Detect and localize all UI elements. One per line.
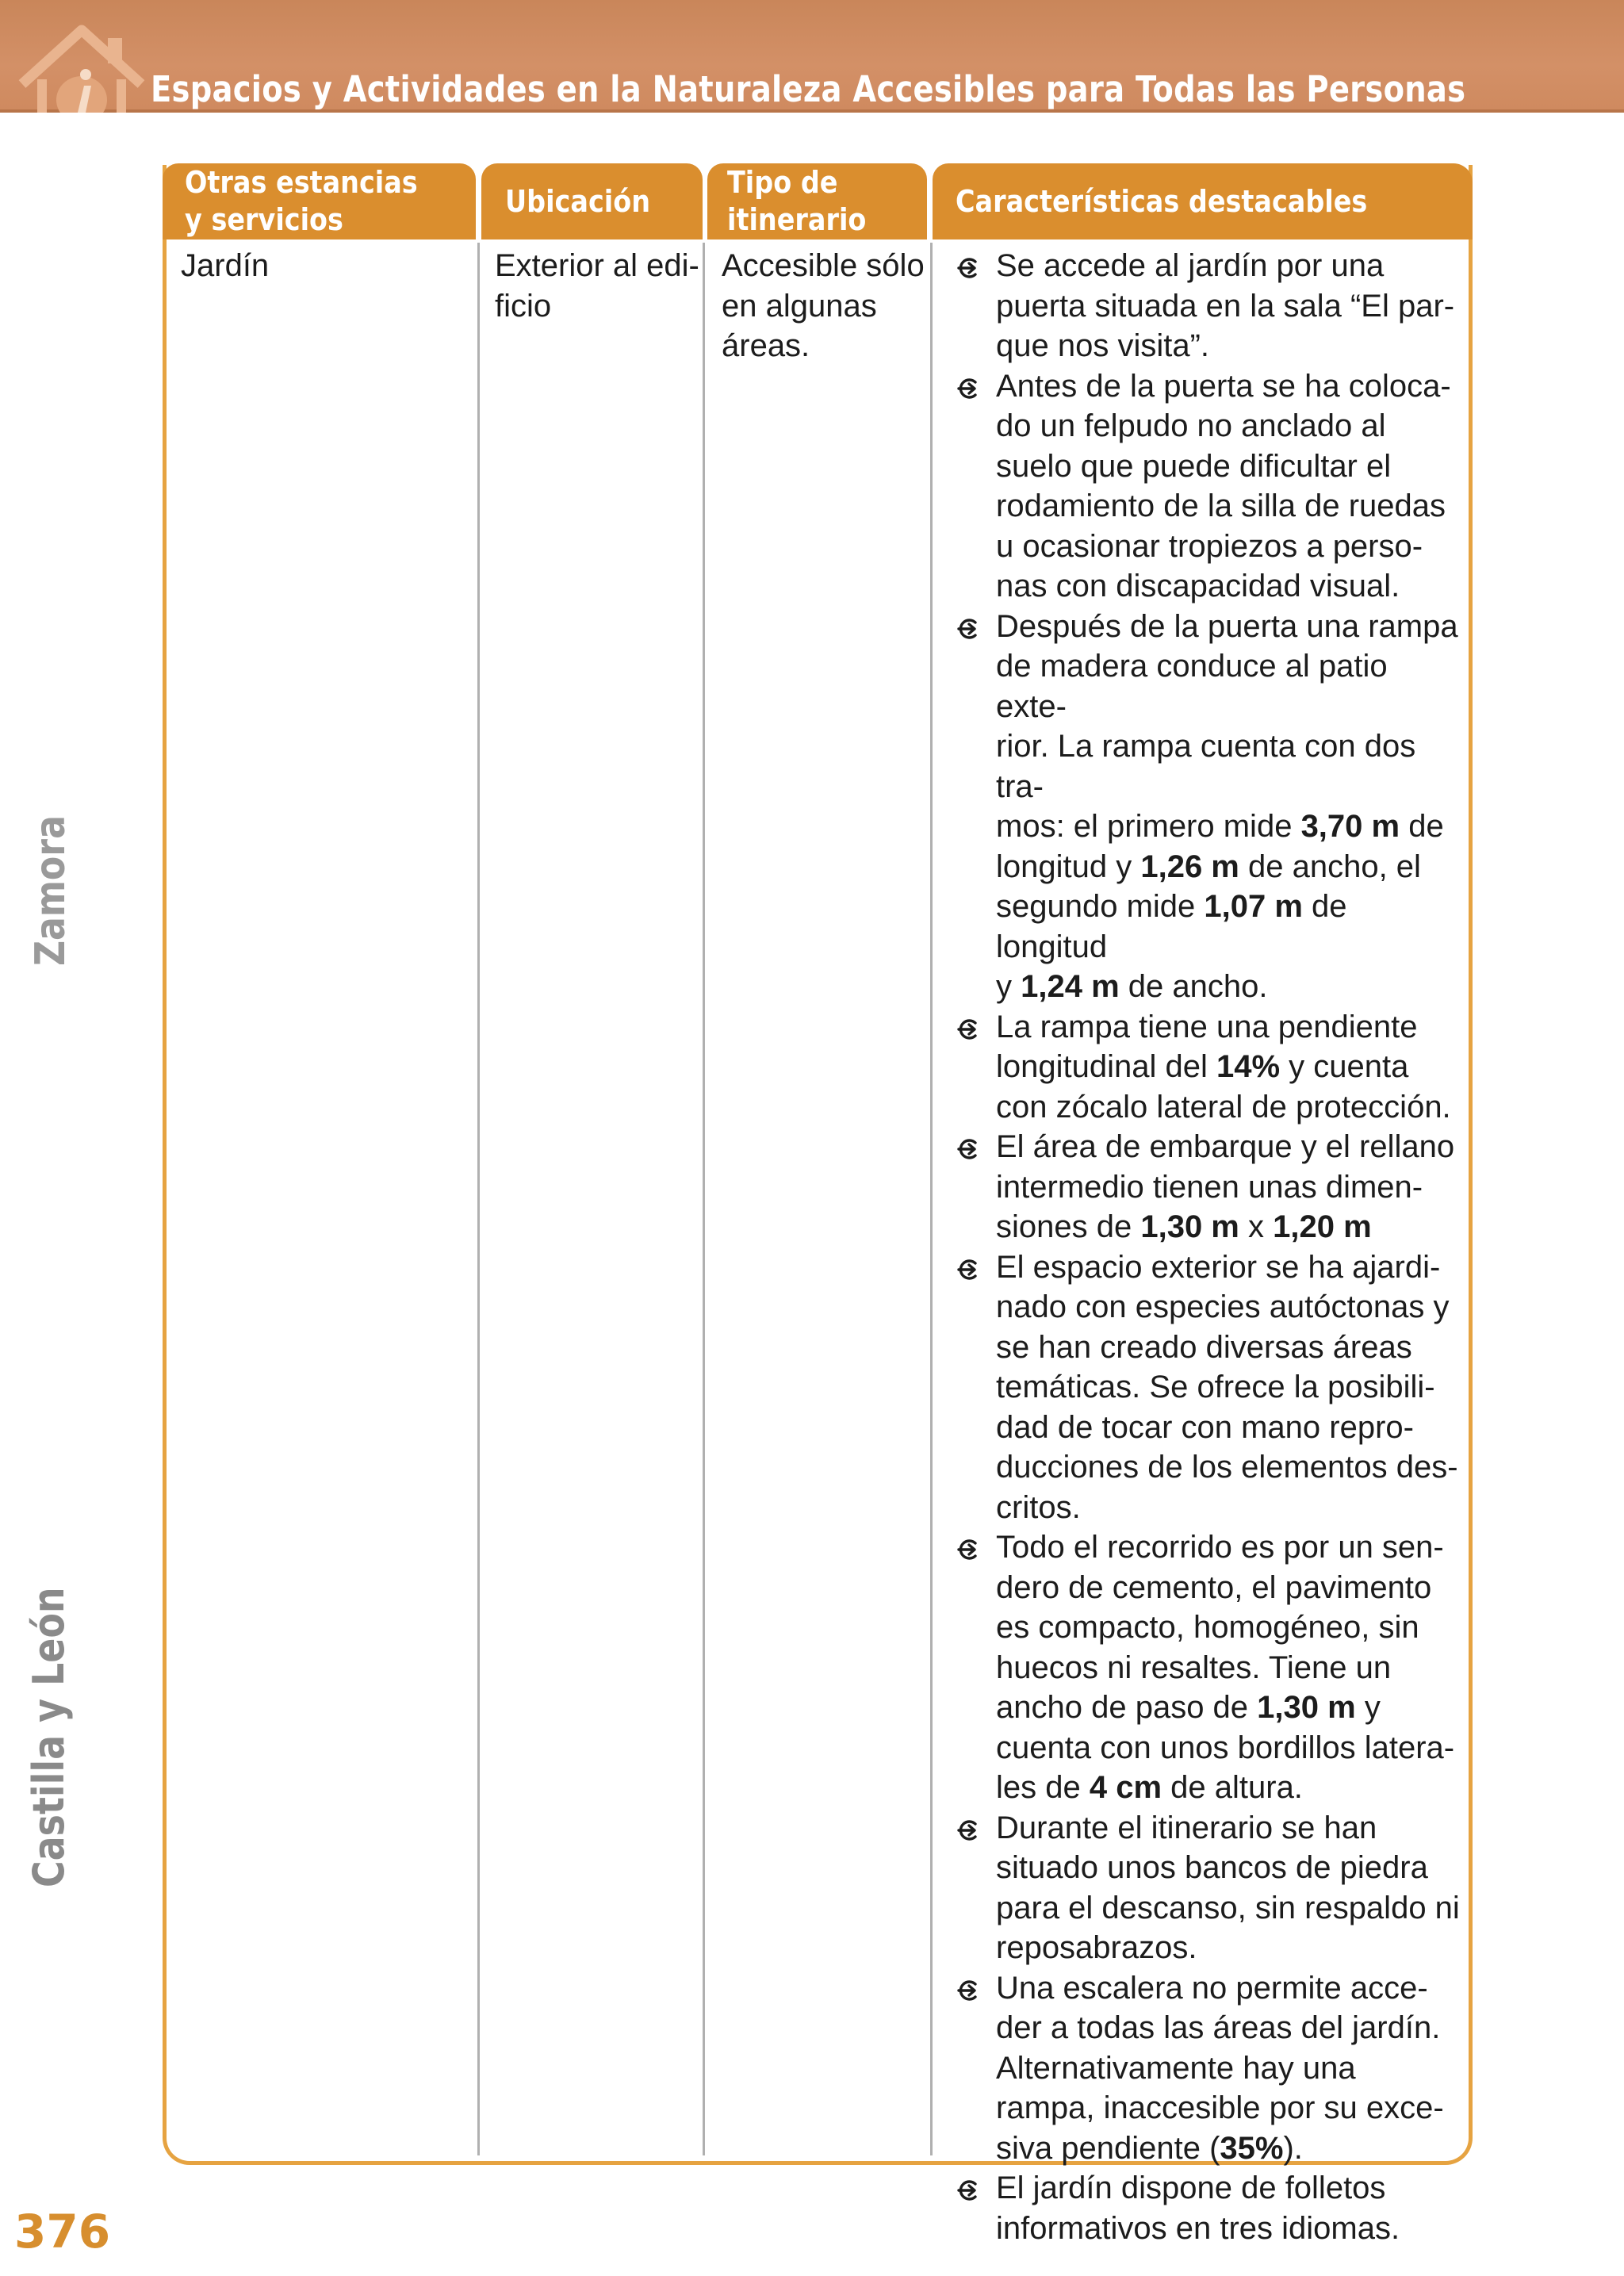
page-title: Espacios y Actividades en la Naturaleza Accesibles para Todas las Personas (151, 68, 1466, 110)
column-header-label: Otras estancias y servicios (185, 165, 418, 237)
cell-tipo-itinerario: Accesible sólo en algunas áreas. (722, 248, 925, 363)
list-item (955, 1247, 1462, 1528)
column-header-label: Tipo de itinerario (727, 165, 867, 237)
arrow-bullet-icon (955, 1007, 996, 1040)
column-header-tipo-itinerario (707, 163, 927, 239)
list-item-text: Una escalera no permite acce- der a todas las áreas del jardín. Alternativamente hay una rampa, inaccesible por su exce- siva pendiente (35%). (996, 1970, 1444, 2166)
arrow-bullet-icon (955, 1968, 996, 2001)
list-item (955, 1127, 1462, 1247)
column-header-label: Ubicación (505, 183, 651, 219)
list-item (955, 1808, 1462, 1968)
arrow-bullet-icon (955, 1127, 996, 1159)
list-item-text: El espacio exterior se ha ajardi- nado con especies autóctonas y se han creado diversas áreas temáticas. Se ofrece la posibili- dad de tocar con mano repro- ducciones de los elementos des- critos. (996, 1249, 1458, 1525)
list-item (955, 1527, 1462, 1808)
list-item-text: El área de embarque y el rellano intermedio tienen unas dimen- siones de 1,30 m x 1,20 m (996, 1129, 1455, 1244)
arrow-bullet-icon (955, 1808, 996, 1841)
list-item-text: Se accede al jardín por una puerta situada en la sala “El par- que nos visita”. (996, 248, 1455, 363)
column-header-ubicacion (481, 163, 703, 239)
cell-estancia: Jardín (181, 248, 270, 283)
list-item (955, 246, 1462, 366)
column-header-caracteristicas (933, 163, 1473, 239)
list-item (955, 607, 1462, 1007)
arrow-bullet-icon (955, 607, 996, 639)
list-item (955, 366, 1462, 607)
list-item-text: La rampa tiene una pendiente longitudinal del 14% y cuenta con zócalo lateral de protección. (996, 1009, 1451, 1125)
house-info-logo-icon (14, 22, 149, 113)
arrow-bullet-icon (955, 366, 996, 399)
list-item-text: Durante el itinerario se han situado unos bancos de piedra para el descanso, sin respaldo ni reposabrazos. (996, 1810, 1460, 1965)
column-divider (930, 243, 933, 2155)
arrow-bullet-icon (955, 246, 996, 278)
list-item-text: El jardín dispone de folletos informativos en tres idiomas. (996, 2171, 1400, 2246)
list-item (955, 1007, 1462, 1128)
column-divider (477, 243, 480, 2155)
cell-ubicacion: Exterior al edi- ficio (495, 248, 699, 324)
side-community-label: Castilla y León (24, 1587, 74, 1887)
list-item (955, 2168, 1462, 2248)
arrow-bullet-icon (955, 1527, 996, 1560)
arrow-bullet-icon (955, 2168, 996, 2201)
list-item-text: Todo el recorrido es por un sen- dero de cemento, el pavimento es compacto, homogéneo, sin huecos ni resaltes. Tiene un ancho de paso de 1,30 m y cuenta con unos bordillos latera- les de 4 cm de altura. (996, 1530, 1455, 1805)
column-header-label: Características destacables (956, 183, 1368, 219)
arrow-bullet-icon (955, 1247, 996, 1280)
list-item-text: Antes de la puerta se ha coloca- do un felpudo no anclado al suelo que puede dificultar el rodamiento de la silla de ruedas u ocasionar tropiezos a perso- nas con discapacidad visual. (996, 368, 1451, 603)
caracteristicas-list (955, 246, 1462, 2248)
list-item-text: Después de la puerta una rampa de madera conduce al patio exte- rior. La rampa cuenta con dos tra- mos: el primero mide 3,70 m de longitud y 1,26 m de ancho, el segundo mide 1,07 m de longitud y 1,24 m de ancho. (996, 608, 1458, 1004)
column-header-otras-estancias (163, 163, 476, 239)
list-item (955, 1968, 1462, 2169)
column-divider (703, 243, 705, 2155)
page-number: 376 (14, 2205, 111, 2259)
side-region-label: Zamora (27, 815, 75, 966)
